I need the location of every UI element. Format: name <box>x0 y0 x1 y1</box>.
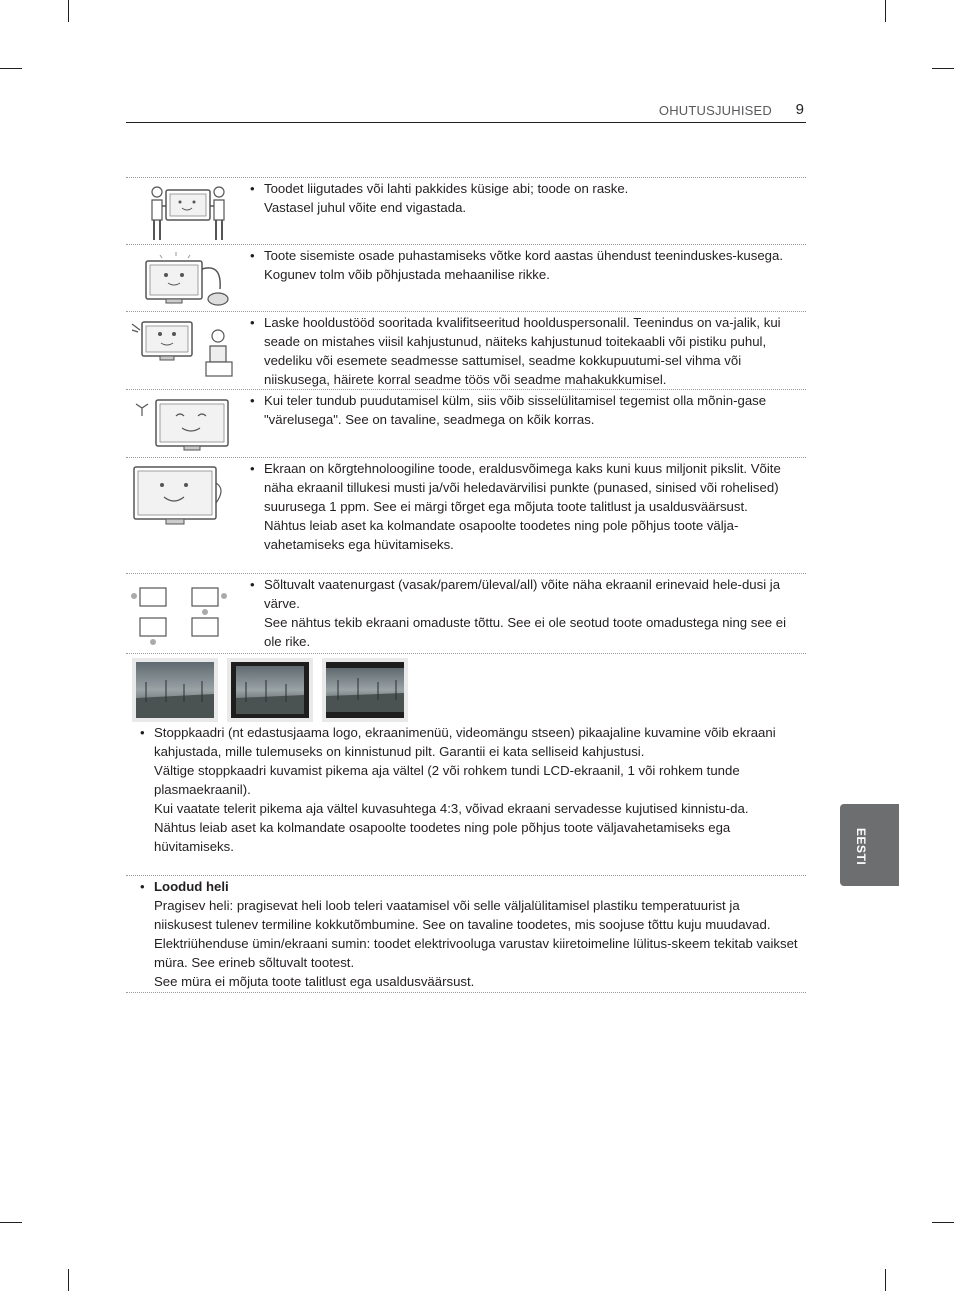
sound-title: Loodud heli <box>154 879 229 894</box>
language-tab <box>840 804 899 886</box>
tv-technician-icon <box>130 316 240 380</box>
crop-mark <box>932 1222 954 1223</box>
row-text <box>140 723 800 856</box>
bullet-item: • Kui teler tundub puudutamisel külm, siis võib sisselülitamisel tegemist olla mõnin-gase "värelusega". See on tavaline, seadmega on kõik korras. <box>250 391 798 429</box>
safety-row-cleaning <box>126 244 806 312</box>
crop-mark <box>885 0 886 22</box>
row-text <box>250 313 798 389</box>
row-text <box>250 459 798 554</box>
bullet-item: • Toodet liigutades või lahti pakkides küsige abi; toode on raske. Vastasel juhul võite end vigastada. <box>250 179 798 217</box>
safety-row-cold <box>126 389 806 458</box>
tv-vacuum-cleaner-icon <box>130 249 240 313</box>
row-text <box>250 246 798 284</box>
page-header <box>126 100 806 123</box>
bullet-item: • Sõltuvalt vaatenurgast (vasak/parem/üleval/all) võite näha ekraanil erinevaid hele-dusi ja värve. See nähtus tekib ekraani omaduste tõttu. See ei ole seotud toote omadustega ning see ei ole rike. <box>250 575 798 651</box>
crop-mark <box>68 1269 69 1291</box>
crop-mark <box>0 68 22 69</box>
burn-in-image-3 <box>322 658 408 722</box>
bullet-item: • Laske hooldustööd sooritada kvalifitseeritud hoolduspersonalil. Teenindus on va-jalik, kui seade on mistahes viisil kahjustunud, näiteks kahjustunud toitekaabli või pistiku puhul, vedeliku või esemete seadmesse sattumisel, seadme kokkupuutumi-sel vihma või niiskusega, häirete korral seadme töös või seadme mahakukkumisel. <box>250 313 798 389</box>
burn-in-image-1 <box>132 658 218 722</box>
bullet-item: • Loodud heli Pragisev heli: pragisevat heli loob teleri vaatamisel või selle väljalülitamisel plastiku temperatuurist ja niiskusest tulenev termiline kokkutõmbumine. See on tavaline toodetes, mis soojuse tõttu kuju muudavad. Elektriühenduse ümin/ekraani sumin: toodet elektrivooluga varustav kiiretoimeline lülitus-skeem tekitab vaikset müra. See erineb sõltuvalt tootest. See müra ei mõjuta toote talitlust ega usaldusväärsust. <box>140 877 800 991</box>
tv-pixels-icon <box>130 460 240 530</box>
row-text <box>250 575 798 651</box>
safety-row-viewing-angle <box>126 573 806 654</box>
bullet-item: • Toote sisemiste osade puhastamiseks võtke kord aastas ühendust teeninduskes-kusega. Kogunev tolm võib põhjustada mehaanilise rikke. <box>250 246 798 284</box>
cold-tv-icon <box>130 394 240 458</box>
page-number: 9 <box>795 101 804 118</box>
safety-row-sound <box>126 875 806 993</box>
crop-mark <box>885 1269 886 1291</box>
section-title: OHUTUSJUHISED <box>658 103 772 118</box>
safety-row-service <box>126 311 806 390</box>
crop-mark <box>932 68 954 69</box>
row-text <box>140 877 800 991</box>
crop-mark <box>0 1222 22 1223</box>
language-label: EESTI <box>854 828 868 866</box>
row-text <box>250 179 798 217</box>
burn-in-image-2 <box>227 658 313 722</box>
bullet-item: • Stoppkaadri (nt edastusjaama logo, ekraanimenüü, videomängu stseen) pikaajaline kuvamine võib ekraani kahjustada, mille tulemuseks on kinnistunud pilt. Garantii ei kata selliseid kahjustusi. Vältige stoppkaadri kuvamist pikema aja vältel (2 või rohkem tundi LCD-ekraanil, 1 või rohkem tunde plasmaekraanil). Kui vaatate telerit pikema aja vältel kuvasuhtega 4:3, võivad ekraani servadesse kujutised kinnistu-da. Nähtus leiab aset ka kolmandate osapoolte toodetes ning pole põhjus toote väljavahetamiseks ega hüvitamiseks. <box>140 723 800 856</box>
safety-row-pixels <box>126 457 806 574</box>
viewing-angle-icon <box>130 582 240 646</box>
crop-mark <box>68 0 69 22</box>
bullet-item: • Ekraan on kõrgtehnoloogiline toode, eraldusvõimega kaks kuni kuus miljonit pikslit. Võite näha ekraanil tillukesi musti ja/või heledavärvilisi punkte (punased, sinised või rohelised) suurusega 1 ppm. See ei märgi tõrget ega mõjuta toote talitlust ja usaldusväärsust. Nähtus leiab aset ka kolmandate osapoolte toodetes ning pole põhjus toote välja-vahetamiseks ega hüvitamiseks. <box>250 459 798 554</box>
two-people-carrying-tv-icon <box>130 182 240 246</box>
row-text <box>250 391 798 429</box>
safety-row-moving <box>126 177 806 245</box>
